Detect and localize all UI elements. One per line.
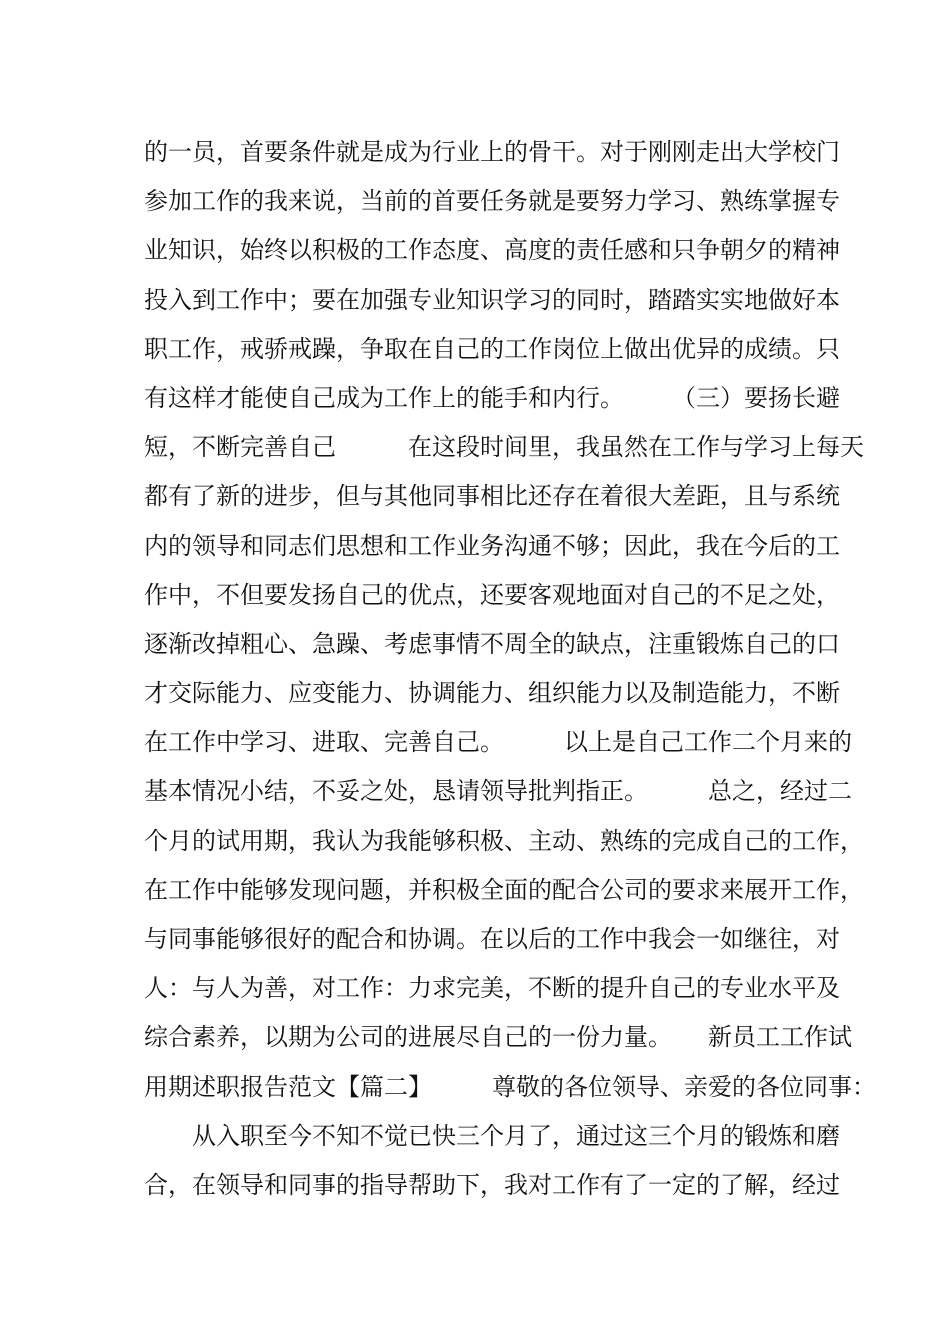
text-line: 业知识，始终以积极的工作态度、高度的责任感和只争朝夕的精神 [144,236,840,265]
text-line: 与同事能够很好的配合和协调。在以后的工作中我会一如继往，对 [144,925,840,953]
text-line: 个月的试用期，我认为我能够积极、主动、熟练的完成自己的工作， [144,826,864,855]
text-line: 短，不断完善自己 在这段时间里，我虽然在工作与学习上每天 [144,433,864,462]
text-line: 合，在领导和同事的指导帮助下，我对工作有了一定的了解，经过 [144,1170,840,1199]
text-line: 逐渐改掉粗心、急躁、考虑事情不周全的缺点，注重锻炼自己的口 [144,629,840,658]
text-line: 有这样才能使自己成为工作上的能手和内行。 （三）要扬长避 [144,383,840,412]
text-line: 参加工作的我来说，当前的首要任务就是要努力学习、熟练掌握专 [144,187,840,216]
text-line: 用期述职报告范文【篇二】 尊敬的各位领导、亲爱的各位同事： [144,1072,876,1101]
text-line: 在工作中学习、进取、完善自己。 以上是自己工作二个月来的 [144,728,852,757]
text-line: 基本情况小结，不妥之处，恳请领导批判指正。 总之，经过二 [144,777,852,806]
text-line: 作中，不但要发扬自己的优点，还要客观地面对自己的不足之处， [144,580,840,609]
text-line: 职工作，戒骄戒躁，争取在自己的工作岗位上做出优异的成绩。只 [144,334,840,363]
text-line: 综合素养，以期为公司的进展尽自己的一份力量。 新员工工作试 [144,1023,852,1052]
text-line: 内的领导和同志们思想和工作业务沟通不够；因此，我在今后的工 [144,531,840,560]
text-line: 都有了新的进步，但与其他同事相比还存在着很大差距，且与系统 [144,482,840,511]
text-line: 在工作中能够发现问题，并积极全面的配合公司的要求来展开工作， [144,875,864,904]
text-line: 投入到工作中；要在加强专业知识学习的同时，踏踏实实地做好本 [144,285,840,314]
text-line: 才交际能力、应变能力、协调能力、组织能力以及制造能力，不断 [144,679,840,708]
body-text [144,128,876,1210]
text-line: 人：与人为善，对工作：力求完美，不断的提升自己的专业水平及 [144,974,840,1003]
text-line: 从入职至今不知不觉已快三个月了，通过这三个月的锻炼和磨 [144,1121,840,1150]
text-line: 的一员，首要条件就是成为行业上的骨干。对于刚刚走出大学校门 [144,138,840,166]
